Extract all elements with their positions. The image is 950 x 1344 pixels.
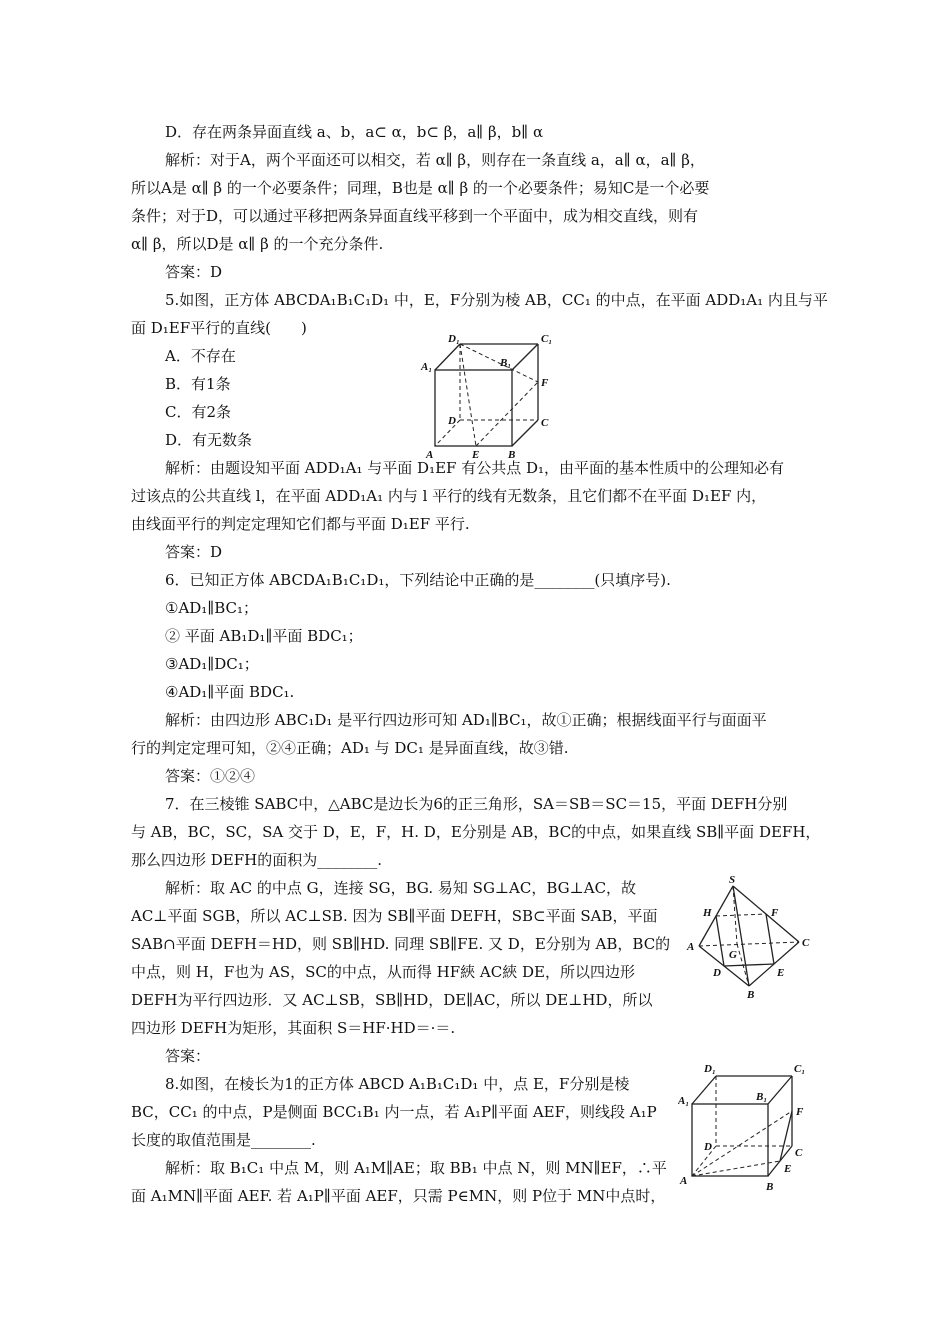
label-B: B [766, 1181, 774, 1193]
text-line: 解析：由四边形 ABC₁D₁ 是平行四边形可知 AD₁∥BC₁，故①正确；根据线面平行与面面平 [165, 711, 767, 729]
text-line: 解析：由题设知平面 ADD₁A₁ 与平面 D₁EF 有公共点 D₁，由平面的基本性质中的公理知必有 [165, 459, 785, 477]
tetrahedron-figure-problem7 [685, 872, 815, 1002]
text-line: 行的判定定理可知，②④正确；AD₁ 与 DC₁ 是异面直线，故③错. [131, 739, 569, 757]
text-line: 四边形 DEFH为矩形，其面积 S＝HF·HD＝·＝. [131, 1019, 456, 1037]
label-A1: A₁ [678, 1095, 690, 1107]
label-D: D [713, 967, 721, 979]
label-D: D [704, 1141, 712, 1153]
text-line: 解析：取 AC 的中点 G，连接 SG，BG. 易知 SG⊥AC，BG⊥AC，故 [165, 879, 637, 897]
text-line: 8.如图，在棱长为1的正方体 ABCD A₁B₁C₁D₁ 中，点 E，F分别是棱 [165, 1075, 630, 1093]
text-line: 面 D₁EF平行的直线( ) [131, 319, 307, 337]
text-line: α∥ β，所以D是 α∥ β 的一个充分条件. [131, 235, 384, 253]
text-line: 答案：D [165, 263, 223, 281]
text-line: D．有无数条 [165, 431, 253, 449]
text-line: 解析：取 B₁C₁ 中点 M，则 A₁M∥AE；取 BB₁ 中点 N，则 MN∥EF，∴平 [165, 1159, 667, 1177]
label-F: F [771, 907, 779, 919]
text-line: 答案：①②④ [165, 767, 256, 785]
label-C1: C₁ [541, 333, 553, 345]
label-B1: B₁ [756, 1091, 768, 1103]
label-E: E [777, 967, 785, 979]
label-A: A [687, 941, 695, 953]
text-line: 答案： [165, 1047, 211, 1065]
text-line: ①AD₁∥BC₁； [165, 599, 259, 617]
text-line: 过该点的公共直线 l，在平面 ADD₁A₁ 内与 l 平行的线有无数条，且它们都不在平面 D₁EF 内， [131, 487, 767, 505]
text-line: 那么四边形 DEFH的面积为________. [131, 851, 383, 869]
label-D1: D₁ [704, 1063, 716, 1075]
label-F: F [541, 377, 549, 389]
text-line: 与 AB，BC，SC，SA 交于 D，E，F，H. D，E分别是 AB，BC的中点，如果直线 SB∥平面 DEFH， [131, 823, 821, 841]
label-B1: B₁ [500, 357, 512, 369]
text-line: BC，CC₁ 的中点，P是侧面 BCC₁B₁ 内一点，若 A₁P∥平面 AEF，则线段 A₁P [131, 1103, 657, 1121]
text-line: AC⊥平面 SGB，所以 AC⊥SB. 因为 SB∥平面 DEFH，SB⊂平面 SAB，平面 [131, 907, 658, 925]
text-line: C．有2条 [165, 403, 232, 421]
text-line: 所以A是 α∥ β 的一个必要条件；同理，B也是 α∥ β 的一个必要条件；易知C是一个必要 [131, 179, 710, 197]
label-F: F [796, 1106, 804, 1118]
label-H: H [703, 907, 712, 919]
text-line: B．有1条 [165, 375, 231, 393]
label-B: B [747, 989, 755, 1001]
text-line: 由线面平行的判定定理知它们都与平面 D₁EF 平行. [131, 515, 470, 533]
label-E: E [784, 1163, 792, 1175]
text-line: 面 A₁MN∥平面 AEF. 若 A₁P∥平面 AEF，只需 P∈MN，则 P位于 MN中点时， [131, 1187, 666, 1205]
label-A: A [680, 1175, 688, 1187]
text-line: D．存在两条异面直线 a、b，a⊂ α，b⊂ β，a∥ β，b∥ α [165, 123, 544, 141]
text-line: ④AD₁∥平面 BDC₁. [165, 683, 295, 701]
text-line: 7．在三棱锥 SABC中，△ABC是边长为6的正三角形，SA＝SB＝SC＝15，平面 DEFH分别 [165, 795, 788, 813]
label-C1: C₁ [794, 1063, 806, 1075]
label-A1: A₁ [421, 361, 433, 373]
text-line: 6．已知正方体 ABCDA₁B₁C₁D₁，下列结论中正确的是________(只填序号). [165, 571, 671, 589]
label-A: A [426, 449, 434, 460]
label-E: E [472, 449, 480, 460]
label-G: G [729, 949, 737, 961]
cube-figure-problem8 [678, 1060, 813, 1195]
label-C: C [541, 417, 549, 429]
label-D1: D₁ [448, 333, 460, 345]
text-line: ② 平面 AB₁D₁∥平面 BDC₁； [165, 627, 363, 645]
label-C: C [795, 1147, 803, 1159]
cube-figure-problem5 [420, 330, 555, 460]
text-line: ③AD₁∥DC₁； [165, 655, 259, 673]
text-line: 5.如图，正方体 ABCDA₁B₁C₁D₁ 中，E，F分别为棱 AB，CC₁ 的中点，在平面 ADD₁A₁ 内且与平 [165, 291, 828, 309]
text-line: A．不存在 [165, 347, 236, 365]
label-S: S [729, 874, 736, 886]
label-C: C [802, 937, 810, 949]
label-B: B [508, 449, 516, 460]
text-line: 中点，则 H，F也为 AS，SC的中点，从而得 HF綊 AC綊 DE，所以四边形 [131, 963, 635, 981]
text-line: 解析：对于A，两个平面还可以相交，若 α∥ β，则存在一条直线 a，a∥ α，a∥ β， [165, 151, 705, 169]
text-line: 条件；对于D，可以通过平移把两条异面直线平移到一个平面中，成为相交直线，则有 [131, 207, 699, 225]
text-line: DEFH为平行四边形．又 AC⊥SB，SB∥HD，DE∥AC，所以 DE⊥HD，所以 [131, 991, 653, 1009]
text-line: 答案：D [165, 543, 223, 561]
text-line: 长度的取值范围是________. [131, 1131, 316, 1149]
text-line: SAB∩平面 DEFH＝HD，则 SB∥HD. 同理 SB∥FE. 又 D，E分别为 AB，BC的 [131, 935, 671, 953]
label-D: D [448, 415, 456, 427]
